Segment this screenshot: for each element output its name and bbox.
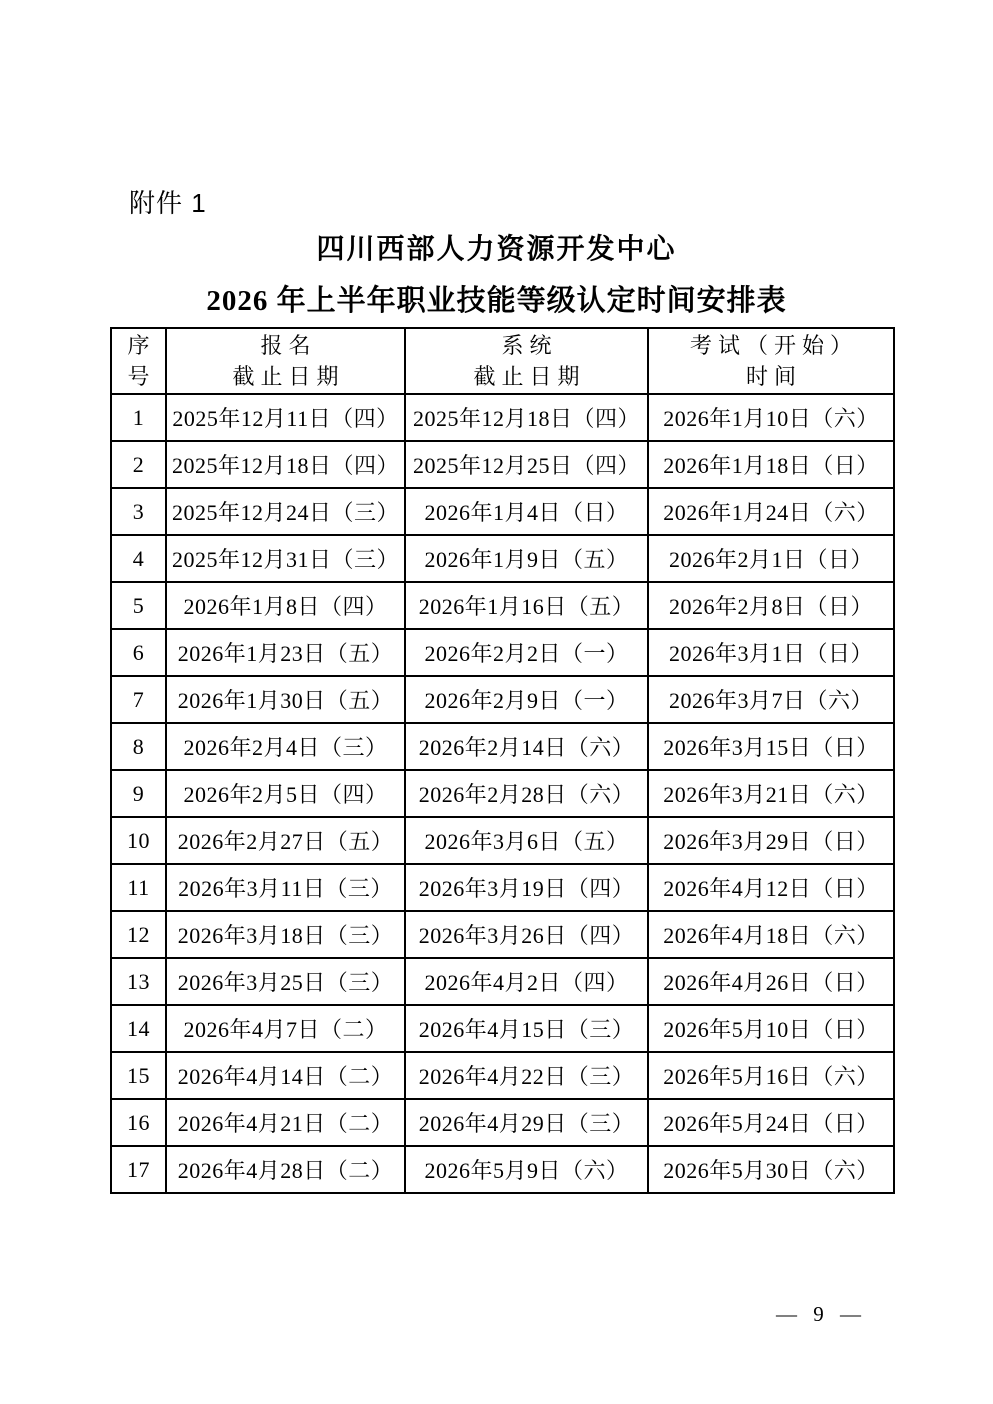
date-cell: 2026年1月8日（四） bbox=[166, 582, 405, 629]
row-seq-cell: 16 bbox=[111, 1099, 166, 1146]
header-seq bbox=[111, 328, 166, 394]
date-cell: 2026年4月18日（六） bbox=[648, 911, 894, 958]
date-cell: 2026年2月4日（三） bbox=[166, 723, 405, 770]
header-exam-line1: 考试（开始） bbox=[689, 333, 858, 358]
date-cell: 2026年1月24日（六） bbox=[648, 488, 894, 535]
date-cell: 2026年3月7日（六） bbox=[648, 676, 894, 723]
date-cell: 2026年4月22日（三） bbox=[405, 1052, 648, 1099]
date-cell: 2026年3月25日（三） bbox=[166, 958, 405, 1005]
table-row bbox=[111, 1052, 894, 1099]
table-row bbox=[111, 911, 894, 958]
schedule-table-body bbox=[111, 394, 894, 1193]
document-title: 四川西部人力资源开发中心 bbox=[316, 234, 677, 265]
table-row bbox=[111, 535, 894, 582]
header-system-line2: 截止日期 bbox=[473, 364, 586, 389]
row-seq-cell: 6 bbox=[111, 629, 166, 676]
date-cell: 2026年1月30日（五） bbox=[166, 676, 405, 723]
row-seq-cell: 8 bbox=[111, 723, 166, 770]
date-cell: 2025年12月18日（四） bbox=[166, 441, 405, 488]
date-cell: 2026年1月23日（五） bbox=[166, 629, 405, 676]
date-cell: 2026年5月9日（六） bbox=[405, 1146, 648, 1193]
header-registration-deadline bbox=[166, 328, 405, 394]
date-cell: 2026年1月4日（日） bbox=[405, 488, 648, 535]
date-cell: 2025年12月18日（四） bbox=[405, 394, 648, 441]
header-registration-line1: 报名 bbox=[260, 333, 317, 358]
table-row bbox=[111, 1146, 894, 1193]
date-cell: 2026年2月8日（日） bbox=[648, 582, 894, 629]
schedule-table bbox=[110, 327, 895, 1194]
table-row bbox=[111, 1005, 894, 1052]
date-cell: 2026年2月28日（六） bbox=[405, 770, 648, 817]
date-cell: 2026年3月15日（日） bbox=[648, 723, 894, 770]
table-row bbox=[111, 958, 894, 1005]
header-seq-line2: 号 bbox=[127, 364, 156, 389]
date-cell: 2026年1月9日（五） bbox=[405, 535, 648, 582]
date-cell: 2025年12月11日（四） bbox=[166, 394, 405, 441]
row-seq-cell: 7 bbox=[111, 676, 166, 723]
date-cell: 2026年4月2日（四） bbox=[405, 958, 648, 1005]
table-row bbox=[111, 1099, 894, 1146]
header-exam-start-time bbox=[648, 328, 894, 394]
date-cell: 2026年4月14日（二） bbox=[166, 1052, 405, 1099]
table-row bbox=[111, 629, 894, 676]
date-cell: 2026年3月19日（四） bbox=[405, 864, 648, 911]
table-row bbox=[111, 864, 894, 911]
table-row bbox=[111, 488, 894, 535]
row-seq-cell: 4 bbox=[111, 535, 166, 582]
row-seq-cell: 2 bbox=[111, 441, 166, 488]
row-seq-cell: 14 bbox=[111, 1005, 166, 1052]
date-cell: 2026年4月26日（日） bbox=[648, 958, 894, 1005]
header-registration-line2: 截止日期 bbox=[232, 364, 345, 389]
attachment-label: 附件 1 bbox=[129, 188, 207, 218]
date-cell: 2025年12月31日（三） bbox=[166, 535, 405, 582]
date-cell: 2026年3月18日（三） bbox=[166, 911, 405, 958]
date-cell: 2026年3月11日（三） bbox=[166, 864, 405, 911]
date-cell: 2026年2月5日（四） bbox=[166, 770, 405, 817]
date-cell: 2025年12月24日（三） bbox=[166, 488, 405, 535]
row-seq-cell: 11 bbox=[111, 864, 166, 911]
row-seq-cell: 12 bbox=[111, 911, 166, 958]
date-cell: 2026年4月21日（二） bbox=[166, 1099, 405, 1146]
date-cell: 2026年3月21日（六） bbox=[648, 770, 894, 817]
table-row bbox=[111, 723, 894, 770]
date-cell: 2026年5月24日（日） bbox=[648, 1099, 894, 1146]
date-cell: 2026年2月1日（日） bbox=[648, 535, 894, 582]
date-cell: 2026年2月27日（五） bbox=[166, 817, 405, 864]
header-system-deadline bbox=[405, 328, 648, 394]
row-seq-cell: 9 bbox=[111, 770, 166, 817]
header-system-line1: 系统 bbox=[501, 333, 558, 358]
table-row bbox=[111, 770, 894, 817]
date-cell: 2026年2月2日（一） bbox=[405, 629, 648, 676]
date-cell: 2026年4月12日（日） bbox=[648, 864, 894, 911]
date-cell: 2026年4月15日（三） bbox=[405, 1005, 648, 1052]
date-cell: 2026年4月29日（三） bbox=[405, 1099, 648, 1146]
date-cell: 2026年2月14日（六） bbox=[405, 723, 648, 770]
document-subtitle: 2026 年上半年职业技能等级认定时间安排表 bbox=[206, 285, 787, 317]
date-cell: 2026年5月30日（六） bbox=[648, 1146, 894, 1193]
row-seq-cell: 15 bbox=[111, 1052, 166, 1099]
row-seq-cell: 13 bbox=[111, 958, 166, 1005]
table-row bbox=[111, 817, 894, 864]
header-exam-line2: 时间 bbox=[745, 364, 802, 389]
schedule-table-header bbox=[111, 328, 894, 394]
date-cell: 2026年3月1日（日） bbox=[648, 629, 894, 676]
date-cell: 2026年5月10日（日） bbox=[648, 1005, 894, 1052]
date-cell: 2026年4月7日（二） bbox=[166, 1005, 405, 1052]
row-seq-cell: 10 bbox=[111, 817, 166, 864]
row-seq-cell: 1 bbox=[111, 394, 166, 441]
date-cell: 2026年5月16日（六） bbox=[648, 1052, 894, 1099]
date-cell: 2026年1月18日（日） bbox=[648, 441, 894, 488]
row-seq-cell: 5 bbox=[111, 582, 166, 629]
date-cell: 2025年12月25日（四） bbox=[405, 441, 648, 488]
date-cell: 2026年1月10日（六） bbox=[648, 394, 894, 441]
header-row bbox=[111, 328, 894, 394]
date-cell: 2026年2月9日（一） bbox=[405, 676, 648, 723]
header-seq-line1: 序 bbox=[127, 333, 156, 358]
table-row bbox=[111, 676, 894, 723]
table-row bbox=[111, 582, 894, 629]
date-cell: 2026年4月28日（二） bbox=[166, 1146, 405, 1193]
table-row bbox=[111, 441, 894, 488]
date-cell: 2026年1月16日（五） bbox=[405, 582, 648, 629]
date-cell: 2026年3月26日（四） bbox=[405, 911, 648, 958]
row-seq-cell: 3 bbox=[111, 488, 166, 535]
row-seq-cell: 17 bbox=[111, 1146, 166, 1193]
page-number: — 9 — bbox=[776, 1302, 862, 1326]
date-cell: 2026年3月29日（日） bbox=[648, 817, 894, 864]
date-cell: 2026年3月6日（五） bbox=[405, 817, 648, 864]
table-row bbox=[111, 394, 894, 441]
